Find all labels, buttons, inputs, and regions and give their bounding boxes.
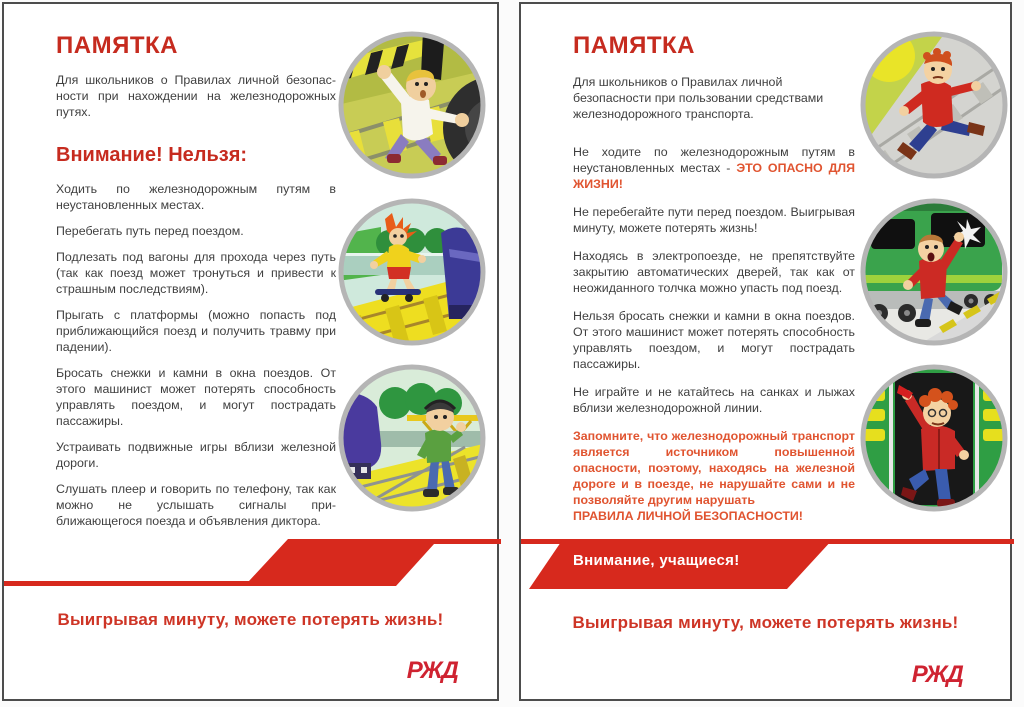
right-text-column [573,32,855,524]
left-text-column [56,32,336,529]
rule-paragraph [573,384,855,416]
slogan: Выигрывая минуту, можете потерять жизнь! [572,613,959,632]
rule-paragraph: Прыгать с платформы (можно попасть под приближающийся поезд и получить травму при падении). [56,308,336,354]
rule-paragraph [573,248,855,296]
rule-paragraph [573,308,855,372]
illustration-boy-in-train-doors [859,363,1009,513]
rule-text: Не ходите по железнодорожным путям в неустановленных местах - [573,145,855,175]
svg-text:РЖД: РЖД [911,660,963,688]
page-subtitle: Для школьников о Правилах личной безопас-ности при нахождении на железнодорожных путях. [56,73,336,119]
rule-highlight: ЭТО ОПАСНО ДЛЯ ЖИЗНИ! [573,161,855,191]
page-left [2,2,499,701]
rules-list [56,181,336,529]
rule-paragraph: Устраивать подвижные игры вблизи железной дороги. [56,440,336,470]
rule-paragraph: Подлезать под вагоны для прохода через путь (так как поезд может тронуться и привести к страшным последствиям). [56,250,336,296]
rule-paragraph: Слушать плеер и говорить по телефону, так как можно не услышать сигналы при-ближающегося поезда и объявления диктора. [56,482,336,528]
illustration-kid-skateboarding-near-tracks [337,197,487,347]
warning-paragraph: Запомните, что железнодорожный транспорт является источником повышенной опасности, поэтому, находясь на железной дороге и в поезде, не нарушайте сами и не позволяйте другим нарушать [573,429,855,507]
brand-ribbon [4,537,501,592]
rzd-logo-icon [405,652,485,686]
banner-label: Внимание, учащиеся! [573,552,740,569]
rule-text: Не играйте и не катайтесь на санках и лыжах вблизи железнодорожной линии. [573,385,855,415]
illustration-boy-falling-on-tracks [337,30,487,180]
rule-paragraph [573,144,855,192]
page-right [519,2,1012,701]
rule-paragraph: Ходить по железнодорожным путям в неустановленных местах. [56,182,336,212]
rule-paragraph: Бросать снежки и камни в окна поездов. От этого машинист может потерять способность управлять поездом, и могут пострадать пассажиры. [56,366,336,428]
svg-text:РЖД: РЖД [406,656,458,684]
rule-text: Не перебегайте пути перед поездом. Выигрывая минуту, можете потерять жизнь! [573,205,855,235]
rule-paragraph: Перебегать путь перед поездом. [56,224,244,238]
warning-caps-line: ПРАВИЛА ЛИЧНОЙ БЕЗОПАСНОСТИ! [573,509,803,523]
page-title: ПАМЯТКА [573,32,695,59]
rules-list [573,144,855,416]
page-title: ПАМЯТКА [56,32,178,59]
page-subtitle: Для школьников о Правилах личной безопасности при пользовании средствами железнодорожного транспорта. [573,75,824,121]
slogan: Выигрывая минуту, можете потерять жизнь! [57,610,444,629]
warning-heading: Внимание! Нельзя: [56,144,248,166]
illustration-boy-running-across-tracks [859,30,1009,180]
illustration-boy-throwing-stone-at-train [859,197,1009,347]
rule-text: Находясь в электропоезде, не препятствуйте закрытию автоматических дверей, так как от неожиданного толчка можно упасть под поезд. [573,249,855,295]
rule-text: Нельзя бросать снежки и камни в окна поездов. От этого машинист может потерять способность управлять поездом, и могут пострадать пассажиры. [573,309,855,371]
rzd-logo-icon [910,656,990,690]
rule-paragraph [573,204,855,236]
illustration-boy-with-headphones-on-tracks [337,363,487,513]
